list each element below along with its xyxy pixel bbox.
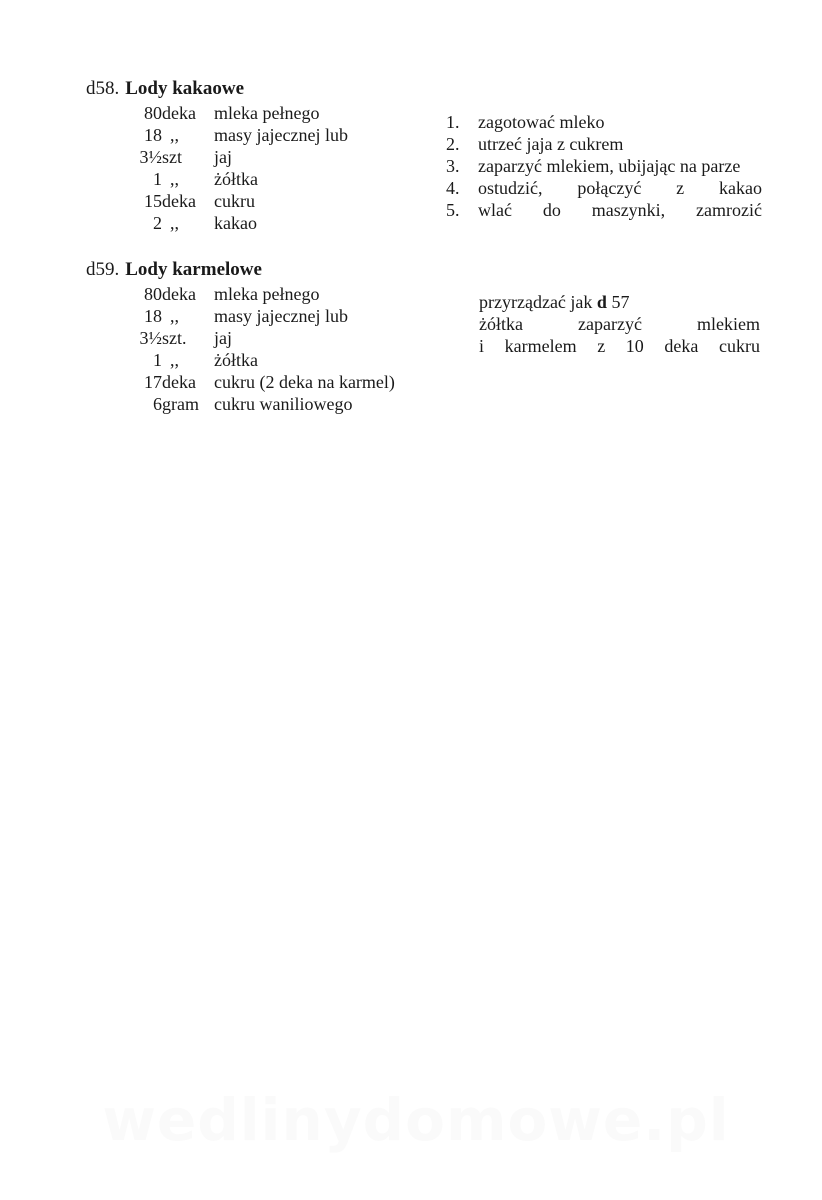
ingredient-row bbox=[132, 190, 406, 212]
recipe-title: Lody kakaowe bbox=[125, 78, 245, 99]
ingredient-amount: 6 bbox=[153, 394, 162, 414]
ingredient-amount: 3½ bbox=[139, 147, 162, 167]
ingredient-row bbox=[132, 327, 406, 349]
step-number: 1. bbox=[446, 112, 460, 132]
ingredient-item: masy jajecznej lub bbox=[214, 306, 348, 326]
ingredient-row bbox=[132, 102, 406, 124]
ingredient-item: cukru bbox=[214, 191, 255, 211]
step-text: zaparzyć mlekiem, ubijając na parze bbox=[478, 156, 741, 176]
ingredients-table bbox=[132, 283, 406, 415]
step-text: zagotować mleko bbox=[478, 112, 605, 132]
ingredient-item: jaj bbox=[214, 147, 232, 167]
recipe-code: d58. bbox=[86, 78, 120, 99]
ingredient-row bbox=[132, 349, 406, 371]
ingredient-unit: ,, bbox=[170, 169, 179, 189]
ingredient-row bbox=[132, 212, 406, 234]
ingredient-item: masy jajecznej lub bbox=[214, 125, 348, 145]
step-item bbox=[446, 177, 762, 199]
recipe-d58-steps bbox=[446, 111, 762, 221]
ingredient-item: cukru (2 deka na karmel) bbox=[214, 372, 395, 392]
recipe-heading bbox=[86, 259, 406, 281]
note-ref-letter: d bbox=[596, 292, 607, 312]
step-item bbox=[446, 111, 762, 133]
ingredient-item: cukru waniliowego bbox=[214, 394, 353, 414]
ingredient-unit: deka bbox=[162, 284, 196, 304]
ingredient-amount: 80 bbox=[144, 284, 162, 304]
ingredient-item: kakao bbox=[214, 213, 257, 233]
note-line bbox=[479, 291, 760, 313]
ingredient-item: żółtka bbox=[214, 169, 258, 189]
step-item bbox=[446, 199, 762, 221]
note-line: i karmelem z 10 deka cukru bbox=[479, 336, 760, 356]
step-number: 3. bbox=[446, 156, 460, 176]
note-line: żółtka zaparzyć mlekiem bbox=[479, 314, 760, 334]
step-number: 5. bbox=[446, 200, 460, 220]
ingredient-amount: 18 bbox=[144, 306, 162, 326]
ingredient-amount: 3½ bbox=[139, 328, 162, 348]
ingredient-unit: ,, bbox=[170, 213, 179, 233]
ingredient-amount: 1 bbox=[153, 350, 162, 370]
note-prefix: przyrządzać jak bbox=[479, 292, 593, 312]
recipe-d59 bbox=[86, 259, 406, 415]
recipe-code: d59. bbox=[86, 259, 120, 280]
ingredient-amount: 15 bbox=[144, 191, 162, 211]
ingredient-item: jaj bbox=[214, 328, 232, 348]
ingredient-unit: szt. bbox=[162, 328, 187, 348]
ingredient-amount: 1 bbox=[153, 169, 162, 189]
ingredient-row bbox=[132, 168, 406, 190]
ingredient-amount: 2 bbox=[153, 213, 162, 233]
ingredient-amount: 80 bbox=[144, 103, 162, 123]
step-number: 4. bbox=[446, 178, 460, 198]
ingredient-row bbox=[132, 305, 406, 327]
ingredient-unit: ,, bbox=[170, 350, 179, 370]
ingredient-row bbox=[132, 393, 406, 415]
ingredients-table bbox=[132, 102, 406, 234]
step-text: wlać do maszynki, zamrozić bbox=[478, 200, 762, 220]
ingredient-unit: deka bbox=[162, 191, 196, 211]
ingredient-row bbox=[132, 124, 406, 146]
step-text: ostudzić, połączyć z kakao bbox=[478, 178, 762, 198]
ingredient-item: mleka pełnego bbox=[214, 103, 320, 123]
ingredient-row bbox=[132, 146, 406, 168]
ingredient-row bbox=[132, 371, 406, 393]
recipe-d59-note bbox=[479, 291, 760, 357]
ingredient-amount: 17 bbox=[144, 372, 162, 392]
recipe-d58 bbox=[86, 78, 406, 234]
step-number: 2. bbox=[446, 134, 460, 154]
note-ref-number: 57 bbox=[611, 292, 630, 312]
ingredient-unit: deka bbox=[162, 372, 196, 392]
ingredient-item: mleka pełnego bbox=[214, 284, 320, 304]
recipe-title: Lody karmelowe bbox=[125, 259, 262, 280]
step-text: utrzeć jaja z cukrem bbox=[478, 134, 624, 154]
step-item bbox=[446, 155, 762, 177]
ingredient-unit: gram bbox=[162, 394, 199, 414]
ingredient-amount: 18 bbox=[144, 125, 162, 145]
recipe-heading bbox=[86, 78, 406, 100]
ingredient-unit: ,, bbox=[170, 125, 179, 145]
ingredient-unit: ,, bbox=[170, 306, 179, 326]
ingredient-unit: deka bbox=[162, 103, 196, 123]
site-watermark: wedlinydomowe.pl bbox=[102, 1086, 730, 1154]
ingredient-row bbox=[132, 283, 406, 305]
step-item bbox=[446, 133, 762, 155]
ingredient-unit: szt bbox=[162, 147, 182, 167]
ingredient-item: żółtka bbox=[214, 350, 258, 370]
